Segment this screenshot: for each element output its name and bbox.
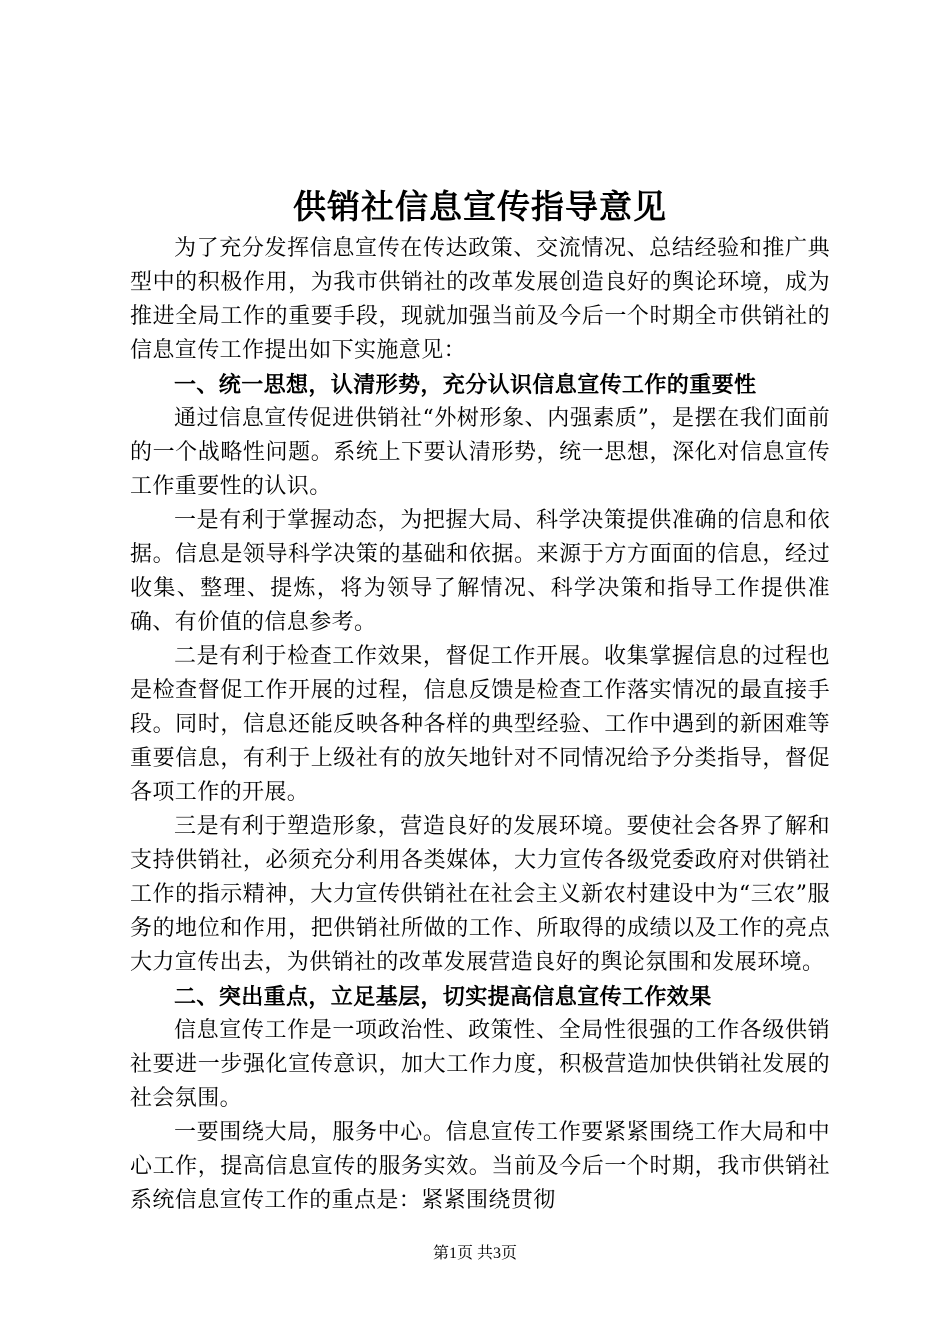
section-1-heading: 一、统一思想，认清形势，充分认识信息宣传工作的重要性 — [174, 372, 757, 398]
section-2-paragraph-2: 一要围绕大局，服务中心。信息宣传工作要紧紧围绕工作大局和中心工作，提高信息宣传的服务实效。当前及今后一个时期，我市供销社系统信息宣传工作的重点是：紧紧围绕贯彻 — [130, 1120, 830, 1213]
page-footer: 第1页 共3页 — [432, 1245, 517, 1262]
document-body — [130, 182, 830, 1218]
intro-paragraph: 为了充分发挥信息宣传在传达政策、交流情况、总结经验和推广典型中的积极作用，为我市供销社的改革发展创造良好的舆论环境，成为推进全局工作的重要手段，现就加强当前及今后一个时期全市供销社的信息宣传工作提出如下实施意见： — [130, 236, 830, 363]
section-1-paragraph-1: 通过信息宣传促进供销社“外树形象、内强素质”，是摆在我们面前的一个战略性问题。系统上下要认清形势，统一思想，深化对信息宣传工作重要性的认识。 — [130, 406, 830, 499]
section-1-paragraph-4: 三是有利于塑造形象，营造良好的发展环境。要使社会各界了解和支持供销社，必须充分利用各类媒体，大力宣传各级党委政府对供销社工作的指示精神，大力宣传供销社在社会主义新农村建设中为“三农”服务的地位和作用，把供销社所做的工作、所取得的成绩以及工作的亮点大力宣传出去，为供销社的改革发展营造良好的舆论氛围和发展环境。 — [130, 814, 830, 975]
section-1-paragraph-2: 一是有利于掌握动态，为把握大局、科学决策提供准确的信息和依据。信息是领导科学决策的基础和依据。来源于方方面面的信息，经过收集、整理、提炼，将为领导了解情况、科学决策和指导工作提供准确、有价值的信息参考。 — [130, 508, 830, 635]
section-1-paragraph-3: 二是有利于检查工作效果，督促工作开展。收集掌握信息的过程也是检查督促工作开展的过程，信息反馈是检查工作落实情况的最直接手段。同时，信息还能反映各种各样的典型经验、工作中遇到的新困难等重要信息，有利于上级社有的放矢地针对不同情况给予分类指导，督促各项工作的开展。 — [130, 644, 830, 805]
section-2-heading: 二、突出重点，立足基层，切实提高信息宣传工作效果 — [174, 984, 712, 1010]
document-title: 供销社信息宣传指导意见 — [293, 187, 667, 226]
section-2-paragraph-1: 信息宣传工作是一项政治性、政策性、全局性很强的工作各级供销社要进一步强化宣传意识，加大工作力度，积极营造加快供销社发展的社会氛围。 — [130, 1018, 830, 1111]
